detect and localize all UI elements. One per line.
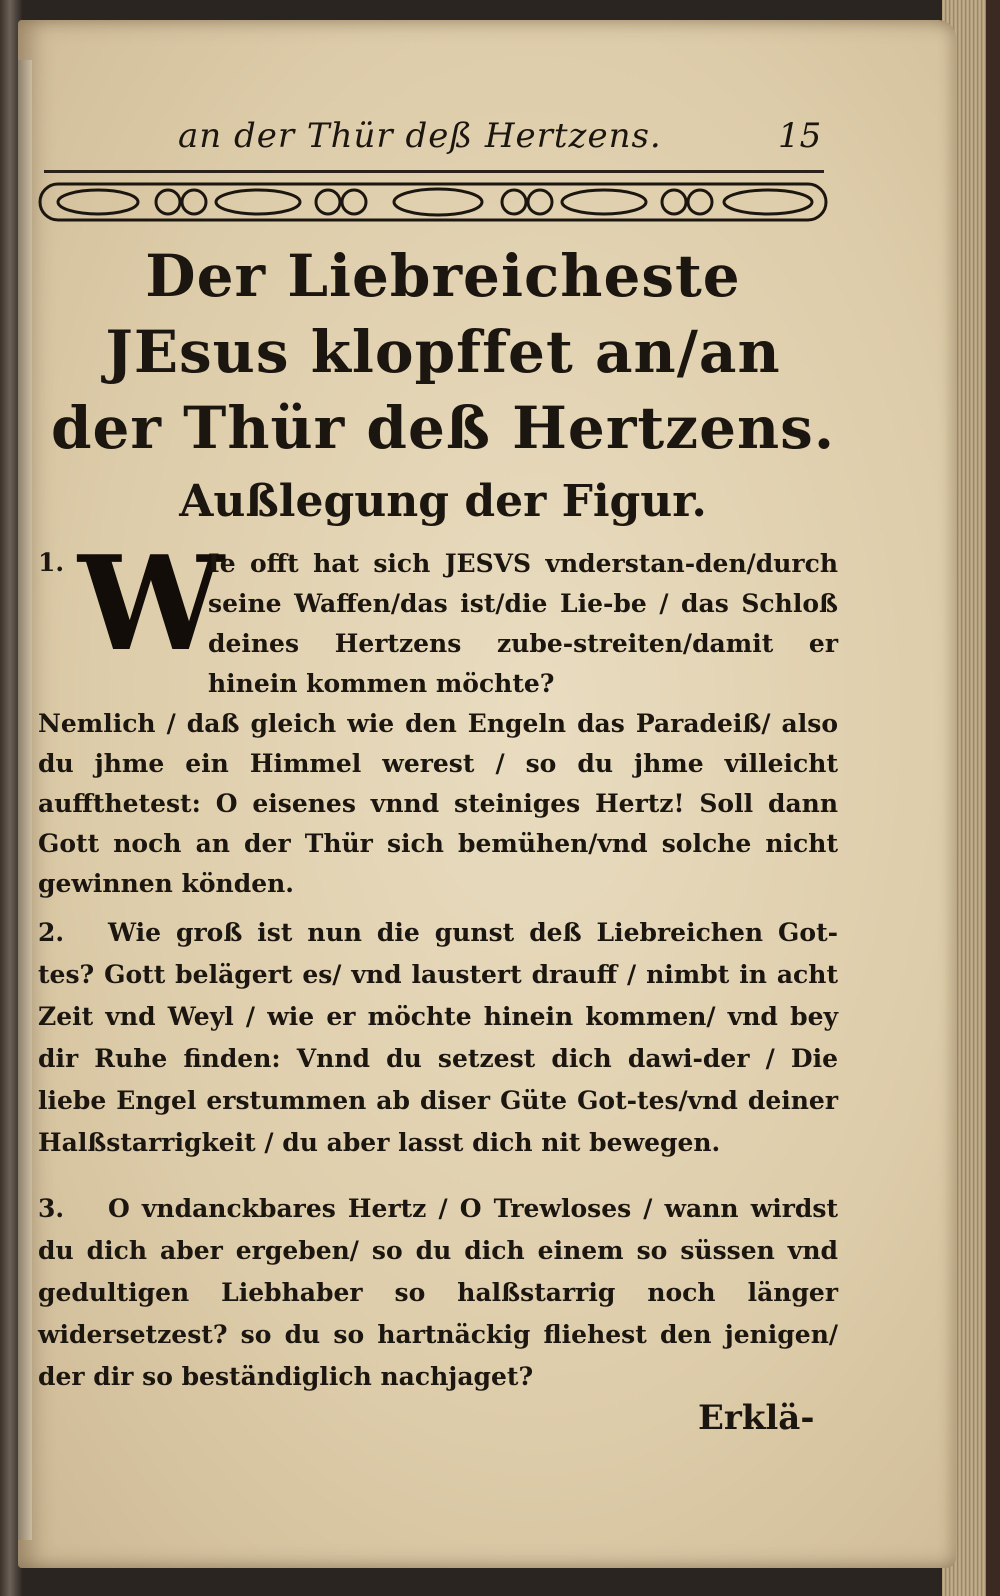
cover-edge (986, 0, 1000, 1596)
paragraph-2-text: Wie groß ist nun die gunst deß Liebreichen Got-tes? Gott belägert es/ vnd laustert drauff / nimbt in acht Zeit vnd Weyl / wie er möchte hinein kommen/ vnd bey dir Ruhe finden: Vnnd du setzest dich dawi-der / Die liebe Engel erstummen ab diser Güte Got-tes/vnd deiner Halßstarrigkeit / du aber lasst dich nit bewegen. (38, 918, 838, 1157)
book-page (18, 20, 956, 1568)
paragraph-1-number: 1. (38, 548, 65, 577)
main-title: Der Liebreicheste JEsus klopffet an/an der Thür deß Hertzens. (50, 242, 836, 462)
paragraph-1-body: Nemlich / daß gleich wie den Engeln das Paradeiß/ also du jhme ein Himmel werest / so du jhme villeicht auffthetest: O eisenes vnnd steiniges Hertz! Soll dann Gott noch an der Thür sich bemühen/vnd solche nicht gewinnen könden. (38, 709, 838, 898)
ornament-band (38, 180, 828, 224)
paragraph-3 (38, 1188, 838, 1398)
paragraph-2-number: 2. (38, 918, 65, 947)
running-title: an der Thür deß Hertzens. (178, 116, 662, 156)
paragraph-3-text: O vndanckbares Hertz / O Trewloses / wann wirdst du dich aber ergeben/ so du dich einem so süssen vnd gedultigen Liebhaber so halßstarrig noch länger widersetzest? so du so hartnäckig fliehest den jenigen/ der dir so beständiglich nachjaget? (38, 1194, 838, 1391)
paragraph-3-number: 3. (38, 1194, 65, 1223)
running-head (158, 112, 858, 160)
paragraph-2 (38, 912, 838, 1164)
subheading: Außlegung der Figur. (179, 476, 707, 527)
catchword: Erklä- (698, 1398, 815, 1438)
header-rule (44, 170, 824, 173)
previous-page-edge (18, 60, 32, 1540)
drop-cap: W (78, 527, 224, 680)
paragraph-1-opening: Ie offt hat sich JESVS vnderstan-den/durch seine Waffen/das ist/die Lie-be / das Schloß deines Hertzens zube-streiten/damit er hinein kommen möchte? (208, 549, 838, 698)
page-number: 15 (778, 116, 822, 156)
